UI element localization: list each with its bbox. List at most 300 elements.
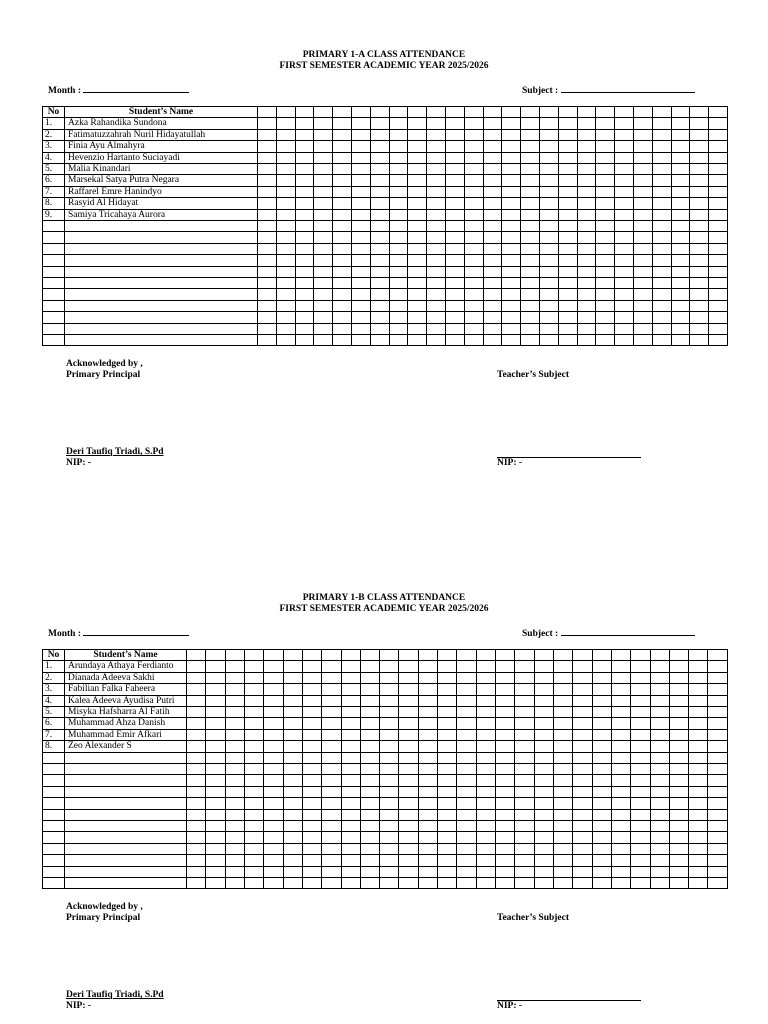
- attendance-cell[interactable]: [418, 786, 437, 797]
- attendance-cell[interactable]: [708, 752, 727, 763]
- attendance-cell[interactable]: [631, 809, 650, 820]
- attendance-cell[interactable]: [457, 855, 476, 866]
- attendance-cell[interactable]: [690, 221, 709, 232]
- attendance-cell[interactable]: [515, 798, 534, 809]
- attendance-cell[interactable]: [573, 707, 592, 718]
- attendance-cell[interactable]: [389, 175, 408, 186]
- attendance-cell[interactable]: [631, 684, 650, 695]
- attendance-cell[interactable]: [690, 141, 709, 152]
- attendance-cell[interactable]: [206, 775, 225, 786]
- attendance-cell[interactable]: [408, 209, 427, 220]
- attendance-cell[interactable]: [258, 266, 277, 277]
- attendance-cell[interactable]: [496, 832, 515, 843]
- attendance-cell[interactable]: [351, 300, 370, 311]
- attendance-cell[interactable]: [295, 266, 314, 277]
- attendance-cell[interactable]: [187, 729, 206, 740]
- attendance-cell[interactable]: [225, 741, 244, 752]
- attendance-cell[interactable]: [708, 672, 727, 683]
- attendance-cell[interactable]: [351, 164, 370, 175]
- attendance-cell[interactable]: [534, 718, 553, 729]
- attendance-cell[interactable]: [408, 186, 427, 197]
- attendance-cell[interactable]: [650, 855, 669, 866]
- attendance-cell[interactable]: [631, 752, 650, 763]
- attendance-cell[interactable]: [592, 786, 611, 797]
- attendance-cell[interactable]: [615, 209, 634, 220]
- attendance-cell[interactable]: [652, 255, 671, 266]
- attendance-cell[interactable]: [314, 323, 333, 334]
- attendance-cell[interactable]: [295, 186, 314, 197]
- attendance-cell[interactable]: [295, 118, 314, 129]
- attendance-cell[interactable]: [708, 821, 727, 832]
- attendance-cell[interactable]: [457, 798, 476, 809]
- attendance-cell[interactable]: [333, 118, 352, 129]
- attendance-cell[interactable]: [370, 278, 389, 289]
- attendance-cell[interactable]: [322, 684, 341, 695]
- attendance-cell[interactable]: [187, 741, 206, 752]
- attendance-cell[interactable]: [408, 175, 427, 186]
- attendance-cell[interactable]: [709, 221, 728, 232]
- attendance-cell[interactable]: [333, 198, 352, 209]
- attendance-cell[interactable]: [445, 312, 464, 323]
- attendance-cell[interactable]: [669, 752, 688, 763]
- attendance-cell[interactable]: [631, 775, 650, 786]
- attendance-cell[interactable]: [333, 255, 352, 266]
- attendance-cell[interactable]: [502, 164, 521, 175]
- attendance-cell[interactable]: [669, 684, 688, 695]
- attendance-cell[interactable]: [457, 695, 476, 706]
- attendance-cell[interactable]: [709, 243, 728, 254]
- attendance-cell[interactable]: [652, 209, 671, 220]
- attendance-cell[interactable]: [633, 289, 652, 300]
- attendance-cell[interactable]: [502, 221, 521, 232]
- attendance-cell[interactable]: [476, 832, 495, 843]
- attendance-cell[interactable]: [418, 661, 437, 672]
- attendance-cell[interactable]: [539, 243, 558, 254]
- attendance-cell[interactable]: [445, 186, 464, 197]
- attendance-cell[interactable]: [264, 832, 283, 843]
- attendance-cell[interactable]: [690, 129, 709, 140]
- attendance-cell[interactable]: [515, 672, 534, 683]
- attendance-cell[interactable]: [577, 232, 596, 243]
- attendance-cell[interactable]: [521, 118, 540, 129]
- attendance-cell[interactable]: [596, 175, 615, 186]
- attendance-cell[interactable]: [314, 278, 333, 289]
- attendance-cell[interactable]: [399, 877, 418, 888]
- attendance-cell[interactable]: [314, 312, 333, 323]
- attendance-cell[interactable]: [539, 186, 558, 197]
- attendance-cell[interactable]: [389, 323, 408, 334]
- attendance-cell[interactable]: [225, 877, 244, 888]
- attendance-cell[interactable]: [709, 141, 728, 152]
- attendance-cell[interactable]: [690, 164, 709, 175]
- attendance-cell[interactable]: [650, 729, 669, 740]
- attendance-cell[interactable]: [553, 672, 572, 683]
- attendance-cell[interactable]: [418, 809, 437, 820]
- attendance-cell[interactable]: [341, 741, 360, 752]
- attendance-cell[interactable]: [483, 186, 502, 197]
- attendance-cell[interactable]: [464, 323, 483, 334]
- attendance-cell[interactable]: [690, 289, 709, 300]
- attendance-cell[interactable]: [476, 843, 495, 854]
- attendance-cell[interactable]: [496, 775, 515, 786]
- attendance-cell[interactable]: [427, 175, 446, 186]
- attendance-cell[interactable]: [427, 243, 446, 254]
- attendance-cell[interactable]: [283, 855, 302, 866]
- attendance-cell[interactable]: [333, 129, 352, 140]
- attendance-cell[interactable]: [370, 255, 389, 266]
- attendance-cell[interactable]: [380, 764, 399, 775]
- attendance-cell[interactable]: [633, 141, 652, 152]
- attendance-cell[interactable]: [709, 198, 728, 209]
- attendance-cell[interactable]: [295, 289, 314, 300]
- attendance-cell[interactable]: [671, 243, 690, 254]
- attendance-cell[interactable]: [276, 141, 295, 152]
- attendance-cell[interactable]: [652, 118, 671, 129]
- attendance-cell[interactable]: [708, 775, 727, 786]
- attendance-cell[interactable]: [633, 232, 652, 243]
- attendance-cell[interactable]: [534, 775, 553, 786]
- attendance-cell[interactable]: [341, 843, 360, 854]
- attendance-cell[interactable]: [276, 334, 295, 345]
- attendance-cell[interactable]: [445, 209, 464, 220]
- attendance-cell[interactable]: [577, 243, 596, 254]
- attendance-cell[interactable]: [592, 661, 611, 672]
- attendance-cell[interactable]: [464, 289, 483, 300]
- attendance-cell[interactable]: [573, 764, 592, 775]
- attendance-cell[interactable]: [206, 684, 225, 695]
- attendance-cell[interactable]: [389, 334, 408, 345]
- attendance-cell[interactable]: [650, 832, 669, 843]
- attendance-cell[interactable]: [631, 821, 650, 832]
- attendance-cell[interactable]: [464, 141, 483, 152]
- attendance-cell[interactable]: [534, 741, 553, 752]
- attendance-cell[interactable]: [669, 764, 688, 775]
- attendance-cell[interactable]: [596, 278, 615, 289]
- attendance-cell[interactable]: [650, 764, 669, 775]
- attendance-cell[interactable]: [615, 334, 634, 345]
- attendance-cell[interactable]: [671, 175, 690, 186]
- attendance-cell[interactable]: [615, 323, 634, 334]
- attendance-cell[interactable]: [633, 255, 652, 266]
- attendance-cell[interactable]: [322, 843, 341, 854]
- attendance-cell[interactable]: [418, 729, 437, 740]
- attendance-cell[interactable]: [483, 255, 502, 266]
- attendance-cell[interactable]: [483, 334, 502, 345]
- attendance-cell[interactable]: [314, 118, 333, 129]
- attendance-cell[interactable]: [399, 832, 418, 843]
- attendance-cell[interactable]: [187, 718, 206, 729]
- attendance-cell[interactable]: [283, 786, 302, 797]
- attendance-cell[interactable]: [295, 129, 314, 140]
- attendance-cell[interactable]: [295, 198, 314, 209]
- attendance-cell[interactable]: [650, 684, 669, 695]
- attendance-cell[interactable]: [708, 661, 727, 672]
- attendance-cell[interactable]: [596, 266, 615, 277]
- attendance-cell[interactable]: [611, 684, 630, 695]
- attendance-cell[interactable]: [399, 741, 418, 752]
- attendance-cell[interactable]: [408, 152, 427, 163]
- attendance-cell[interactable]: [322, 661, 341, 672]
- attendance-cell[interactable]: [283, 843, 302, 854]
- attendance-cell[interactable]: [669, 843, 688, 854]
- attendance-cell[interactable]: [283, 729, 302, 740]
- attendance-cell[interactable]: [322, 741, 341, 752]
- attendance-cell[interactable]: [464, 152, 483, 163]
- attendance-cell[interactable]: [258, 141, 277, 152]
- attendance-cell[interactable]: [669, 741, 688, 752]
- attendance-cell[interactable]: [399, 786, 418, 797]
- attendance-cell[interactable]: [652, 232, 671, 243]
- attendance-cell[interactable]: [464, 198, 483, 209]
- attendance-cell[interactable]: [650, 661, 669, 672]
- attendance-cell[interactable]: [314, 243, 333, 254]
- attendance-cell[interactable]: [264, 764, 283, 775]
- attendance-cell[interactable]: [464, 266, 483, 277]
- attendance-cell[interactable]: [314, 255, 333, 266]
- attendance-cell[interactable]: [596, 232, 615, 243]
- attendance-cell[interactable]: [650, 775, 669, 786]
- attendance-cell[interactable]: [276, 232, 295, 243]
- attendance-cell[interactable]: [244, 672, 263, 683]
- attendance-cell[interactable]: [408, 198, 427, 209]
- attendance-cell[interactable]: [534, 866, 553, 877]
- attendance-cell[interactable]: [534, 821, 553, 832]
- attendance-cell[interactable]: [408, 118, 427, 129]
- attendance-cell[interactable]: [709, 278, 728, 289]
- attendance-cell[interactable]: [322, 729, 341, 740]
- attendance-cell[interactable]: [258, 243, 277, 254]
- attendance-cell[interactable]: [689, 764, 708, 775]
- attendance-cell[interactable]: [380, 672, 399, 683]
- attendance-cell[interactable]: [427, 198, 446, 209]
- attendance-cell[interactable]: [206, 877, 225, 888]
- attendance-cell[interactable]: [333, 312, 352, 323]
- attendance-cell[interactable]: [427, 232, 446, 243]
- attendance-cell[interactable]: [225, 809, 244, 820]
- attendance-cell[interactable]: [457, 832, 476, 843]
- attendance-cell[interactable]: [708, 707, 727, 718]
- attendance-cell[interactable]: [258, 323, 277, 334]
- attendance-cell[interactable]: [464, 255, 483, 266]
- attendance-cell[interactable]: [615, 186, 634, 197]
- attendance-cell[interactable]: [370, 198, 389, 209]
- attendance-cell[interactable]: [314, 175, 333, 186]
- attendance-cell[interactable]: [652, 266, 671, 277]
- attendance-cell[interactable]: [496, 661, 515, 672]
- attendance-cell[interactable]: [592, 855, 611, 866]
- attendance-cell[interactable]: [370, 152, 389, 163]
- attendance-cell[interactable]: [464, 278, 483, 289]
- attendance-cell[interactable]: [708, 832, 727, 843]
- attendance-cell[interactable]: [521, 255, 540, 266]
- attendance-cell[interactable]: [244, 855, 263, 866]
- attendance-cell[interactable]: [483, 243, 502, 254]
- attendance-cell[interactable]: [615, 175, 634, 186]
- attendance-cell[interactable]: [690, 118, 709, 129]
- attendance-cell[interactable]: [295, 334, 314, 345]
- attendance-cell[interactable]: [258, 198, 277, 209]
- attendance-cell[interactable]: [445, 255, 464, 266]
- attendance-cell[interactable]: [596, 323, 615, 334]
- attendance-cell[interactable]: [225, 707, 244, 718]
- attendance-cell[interactable]: [427, 278, 446, 289]
- attendance-cell[interactable]: [615, 164, 634, 175]
- attendance-cell[interactable]: [690, 175, 709, 186]
- attendance-cell[interactable]: [380, 684, 399, 695]
- attendance-cell[interactable]: [652, 141, 671, 152]
- attendance-cell[interactable]: [521, 334, 540, 345]
- attendance-cell[interactable]: [333, 243, 352, 254]
- attendance-cell[interactable]: [689, 798, 708, 809]
- attendance-cell[interactable]: [690, 300, 709, 311]
- attendance-cell[interactable]: [534, 855, 553, 866]
- attendance-cell[interactable]: [302, 786, 321, 797]
- attendance-cell[interactable]: [689, 752, 708, 763]
- attendance-cell[interactable]: [708, 764, 727, 775]
- attendance-cell[interactable]: [553, 729, 572, 740]
- attendance-cell[interactable]: [360, 866, 379, 877]
- attendance-cell[interactable]: [302, 672, 321, 683]
- attendance-cell[interactable]: [577, 152, 596, 163]
- attendance-cell[interactable]: [611, 752, 630, 763]
- attendance-cell[interactable]: [631, 832, 650, 843]
- attendance-cell[interactable]: [476, 877, 495, 888]
- attendance-cell[interactable]: [476, 707, 495, 718]
- attendance-cell[interactable]: [671, 164, 690, 175]
- attendance-cell[interactable]: [669, 661, 688, 672]
- attendance-cell[interactable]: [476, 741, 495, 752]
- attendance-cell[interactable]: [206, 809, 225, 820]
- attendance-cell[interactable]: [244, 775, 263, 786]
- attendance-cell[interactable]: [592, 866, 611, 877]
- attendance-cell[interactable]: [690, 266, 709, 277]
- attendance-cell[interactable]: [652, 186, 671, 197]
- attendance-cell[interactable]: [389, 164, 408, 175]
- attendance-cell[interactable]: [633, 334, 652, 345]
- attendance-cell[interactable]: [302, 684, 321, 695]
- attendance-cell[interactable]: [577, 289, 596, 300]
- attendance-cell[interactable]: [611, 798, 630, 809]
- attendance-cell[interactable]: [360, 798, 379, 809]
- attendance-cell[interactable]: [351, 255, 370, 266]
- attendance-cell[interactable]: [558, 164, 577, 175]
- attendance-cell[interactable]: [276, 152, 295, 163]
- attendance-cell[interactable]: [380, 866, 399, 877]
- attendance-cell[interactable]: [521, 312, 540, 323]
- attendance-cell[interactable]: [341, 809, 360, 820]
- attendance-cell[interactable]: [244, 718, 263, 729]
- attendance-cell[interactable]: [244, 832, 263, 843]
- attendance-cell[interactable]: [341, 866, 360, 877]
- attendance-cell[interactable]: [502, 312, 521, 323]
- attendance-cell[interactable]: [225, 752, 244, 763]
- attendance-cell[interactable]: [302, 809, 321, 820]
- attendance-cell[interactable]: [314, 152, 333, 163]
- attendance-cell[interactable]: [464, 164, 483, 175]
- attendance-cell[interactable]: [573, 877, 592, 888]
- attendance-cell[interactable]: [690, 312, 709, 323]
- attendance-cell[interactable]: [592, 832, 611, 843]
- attendance-cell[interactable]: [615, 221, 634, 232]
- attendance-cell[interactable]: [611, 729, 630, 740]
- attendance-cell[interactable]: [351, 175, 370, 186]
- attendance-cell[interactable]: [438, 718, 457, 729]
- attendance-cell[interactable]: [351, 186, 370, 197]
- attendance-cell[interactable]: [408, 255, 427, 266]
- attendance-cell[interactable]: [521, 323, 540, 334]
- attendance-cell[interactable]: [389, 300, 408, 311]
- attendance-cell[interactable]: [438, 877, 457, 888]
- attendance-cell[interactable]: [333, 164, 352, 175]
- attendance-cell[interactable]: [615, 266, 634, 277]
- attendance-cell[interactable]: [496, 752, 515, 763]
- attendance-cell[interactable]: [295, 175, 314, 186]
- attendance-cell[interactable]: [380, 707, 399, 718]
- attendance-cell[interactable]: [418, 832, 437, 843]
- attendance-cell[interactable]: [264, 718, 283, 729]
- attendance-cell[interactable]: [322, 786, 341, 797]
- attendance-cell[interactable]: [360, 729, 379, 740]
- attendance-cell[interactable]: [427, 266, 446, 277]
- attendance-cell[interactable]: [302, 752, 321, 763]
- attendance-cell[interactable]: [283, 661, 302, 672]
- attendance-cell[interactable]: [351, 221, 370, 232]
- attendance-cell[interactable]: [631, 695, 650, 706]
- attendance-cell[interactable]: [464, 221, 483, 232]
- attendance-cell[interactable]: [295, 323, 314, 334]
- attendance-cell[interactable]: [408, 334, 427, 345]
- attendance-cell[interactable]: [264, 672, 283, 683]
- attendance-cell[interactable]: [558, 300, 577, 311]
- attendance-cell[interactable]: [295, 152, 314, 163]
- attendance-cell[interactable]: [380, 775, 399, 786]
- attendance-cell[interactable]: [502, 209, 521, 220]
- attendance-cell[interactable]: [264, 695, 283, 706]
- attendance-cell[interactable]: [521, 129, 540, 140]
- attendance-cell[interactable]: [596, 209, 615, 220]
- attendance-cell[interactable]: [438, 672, 457, 683]
- attendance-cell[interactable]: [539, 255, 558, 266]
- attendance-cell[interactable]: [187, 695, 206, 706]
- attendance-cell[interactable]: [314, 300, 333, 311]
- attendance-cell[interactable]: [708, 877, 727, 888]
- attendance-cell[interactable]: [341, 832, 360, 843]
- attendance-cell[interactable]: [445, 243, 464, 254]
- attendance-cell[interactable]: [276, 209, 295, 220]
- attendance-cell[interactable]: [652, 164, 671, 175]
- attendance-cell[interactable]: [225, 775, 244, 786]
- attendance-cell[interactable]: [539, 312, 558, 323]
- attendance-cell[interactable]: [399, 684, 418, 695]
- attendance-cell[interactable]: [553, 786, 572, 797]
- attendance-cell[interactable]: [553, 741, 572, 752]
- attendance-cell[interactable]: [558, 152, 577, 163]
- attendance-cell[interactable]: [341, 729, 360, 740]
- attendance-cell[interactable]: [496, 684, 515, 695]
- attendance-cell[interactable]: [476, 855, 495, 866]
- attendance-cell[interactable]: [615, 232, 634, 243]
- attendance-cell[interactable]: [438, 786, 457, 797]
- attendance-cell[interactable]: [650, 809, 669, 820]
- attendance-cell[interactable]: [302, 661, 321, 672]
- attendance-cell[interactable]: [483, 300, 502, 311]
- attendance-cell[interactable]: [539, 164, 558, 175]
- attendance-cell[interactable]: [302, 775, 321, 786]
- attendance-cell[interactable]: [515, 866, 534, 877]
- attendance-cell[interactable]: [187, 855, 206, 866]
- attendance-cell[interactable]: [652, 312, 671, 323]
- attendance-cell[interactable]: [295, 312, 314, 323]
